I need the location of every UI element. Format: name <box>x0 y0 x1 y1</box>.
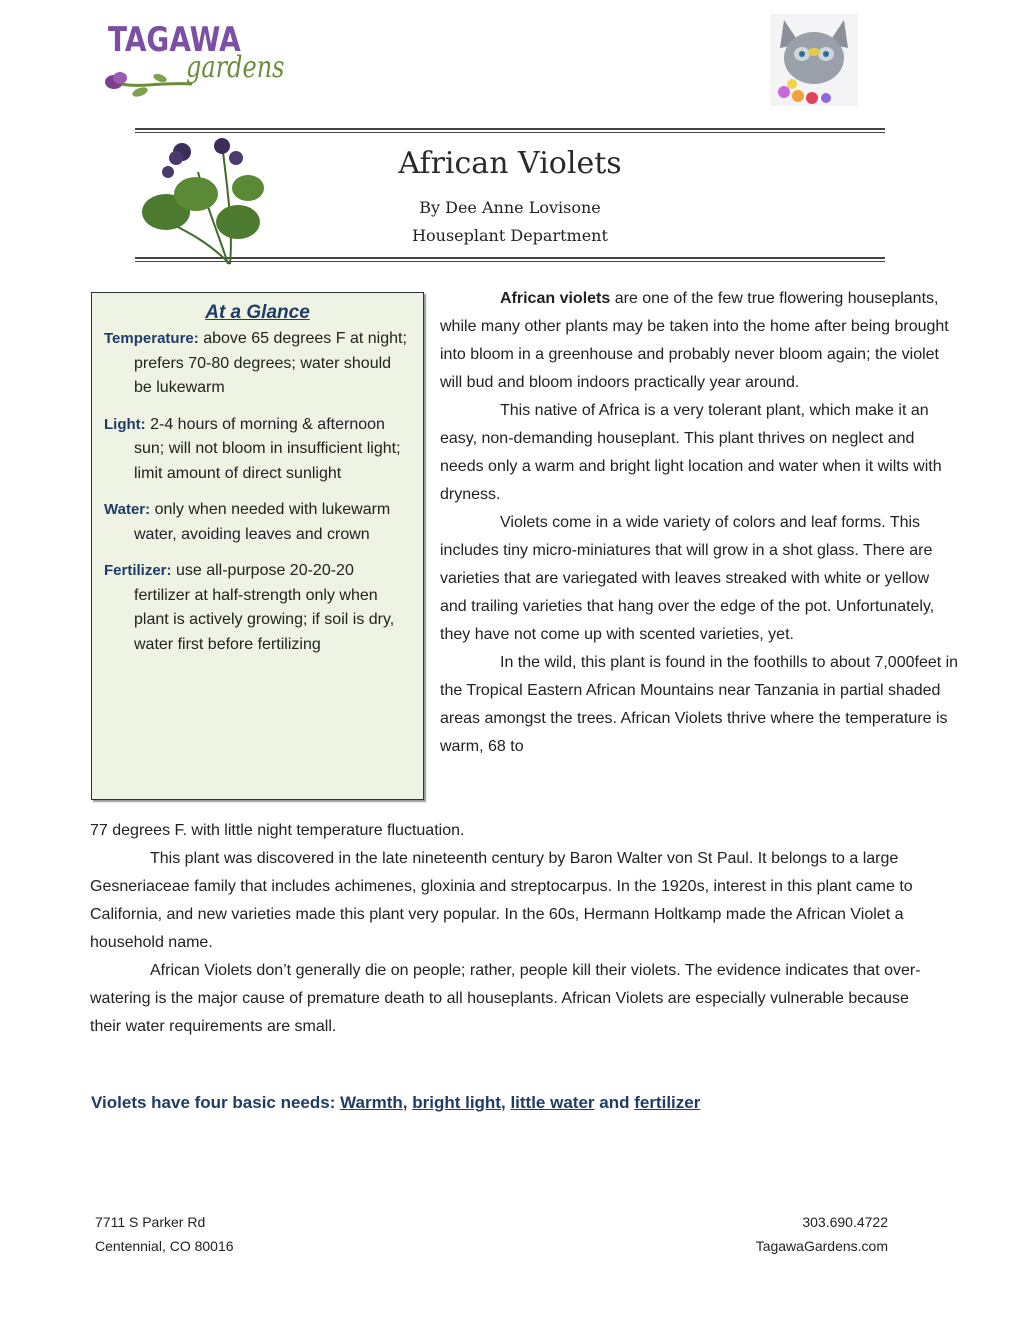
need-warmth: Warmth <box>340 1093 403 1112</box>
violet-plant-illustration <box>138 132 278 268</box>
needs-sep: and <box>594 1093 635 1112</box>
article-paragraph-4: In the wild, this plant is found in the foothills to about 7,000feet in the Tropical Eastern African Mountains near Tanzania in partial shaded areas amongst the trees. African Violets thrive where the temperature is warm, 68 to <box>440 654 959 755</box>
footer-address <box>95 1210 234 1258</box>
article-p1-bold: African violets <box>500 290 611 307</box>
needs-intro: Violets have four basic needs: <box>91 1093 341 1112</box>
glance-text: use all-purpose 20-20-20 fertilizer at half-strength only when plant is actively growing; if soil is dry, water first before fertilizing <box>134 562 395 653</box>
article-paragraph-2: This native of Africa is a very tolerant plant, which make it an easy, non-demanding houseplant. This plant thrives on neglect and needs only a warm and bright light location and water when it wilts with dryness. <box>440 402 942 503</box>
glance-text: only when needed with lukewarm water, avoiding leaves and crown <box>134 501 391 543</box>
glance-text: 2-4 hours of morning & afternoon sun; will not bloom in insufficient light; limit amount of direct sunlight <box>134 415 401 482</box>
address-line-1: 7711 S Parker Rd <box>95 1214 206 1230</box>
article-paragraph-5: This plant was discovered in the late nineteenth century by Baron Walter von St Paul. It belongs to a large Gesneriaceae family that includes achimenes, gloxinia and streptocarpus. In the 1920s, interest in this plant came to California, and new varieties made this plant very popular. In the 60s, Hermann Holtkamp made the African Violet a household name. <box>90 850 913 951</box>
phone-number: 303.690.4722 <box>802 1214 888 1230</box>
article-paragraph-6: African Violets don’t generally die on people; rather, people kill their violets. The evidence indicates that over-watering is the major cause of premature death to all houseplants. African Violets are especially vulnerable because their water requirements are small. <box>90 962 921 1035</box>
article-paragraph-1 <box>440 285 960 397</box>
glance-item-water <box>104 498 411 547</box>
footer-contact <box>640 1210 888 1258</box>
page-title: African Violets <box>398 146 622 181</box>
glance-text: above 65 degrees F at night; prefers 70-80 degrees; water should be lukewarm <box>134 330 407 396</box>
glance-label: Water: <box>104 501 151 518</box>
glance-item-fertilizer <box>104 559 411 657</box>
glance-item-light <box>104 413 411 487</box>
article-full-column <box>90 817 940 1041</box>
cat-illustration <box>770 14 858 106</box>
logo-flower-icon <box>100 58 200 108</box>
glance-label: Temperature: <box>104 330 199 347</box>
article-paragraph-3: Violets come in a wide variety of colors and leaf forms. This includes tiny micro-miniatures that will grow in a shot glass. There are varieties that are variegated with leaves streaked with white or yellow and trailing varieties that hang over the edge of the pot. Unfortunately, they have not come up with scented varieties, yet. <box>440 514 935 643</box>
at-a-glance-box <box>91 292 424 800</box>
need-fertilizer: fertilizer <box>634 1093 701 1112</box>
address-line-2: Centennial, CO 80016 <box>95 1238 234 1254</box>
need-little-water: little water <box>510 1093 595 1112</box>
logo-name-top: TAGAWA <box>108 20 241 60</box>
glance-item-temperature <box>104 327 411 401</box>
glance-heading: At a Glance <box>205 302 310 323</box>
article-right-column <box>440 285 960 761</box>
glance-label: Light: <box>104 415 146 433</box>
website: TagawaGardens.com <box>755 1238 888 1254</box>
basic-needs-line <box>91 1093 700 1113</box>
needs-sep: , <box>500 1093 511 1112</box>
tagawa-logo <box>100 20 300 104</box>
article-p1-rest: are one of the few true flowering houseplants, while many other plants may be taken into the home after being brought into bloom in a greenhouse and probably never bloom again; the violet will bud and bloom indoors practically year around. <box>440 290 949 391</box>
glance-label: Fertilizer: <box>104 562 172 579</box>
needs-sep: , <box>402 1093 413 1112</box>
article-paragraph-4-cont: 77 degrees F. with little night temperature fluctuation. <box>90 822 465 839</box>
logo-name-bottom: gardens <box>186 50 285 85</box>
author: By Dee Anne Lovisone <box>419 198 601 217</box>
need-bright-light: bright light <box>412 1093 501 1112</box>
byline <box>340 194 680 250</box>
department: Houseplant Department <box>412 226 608 245</box>
